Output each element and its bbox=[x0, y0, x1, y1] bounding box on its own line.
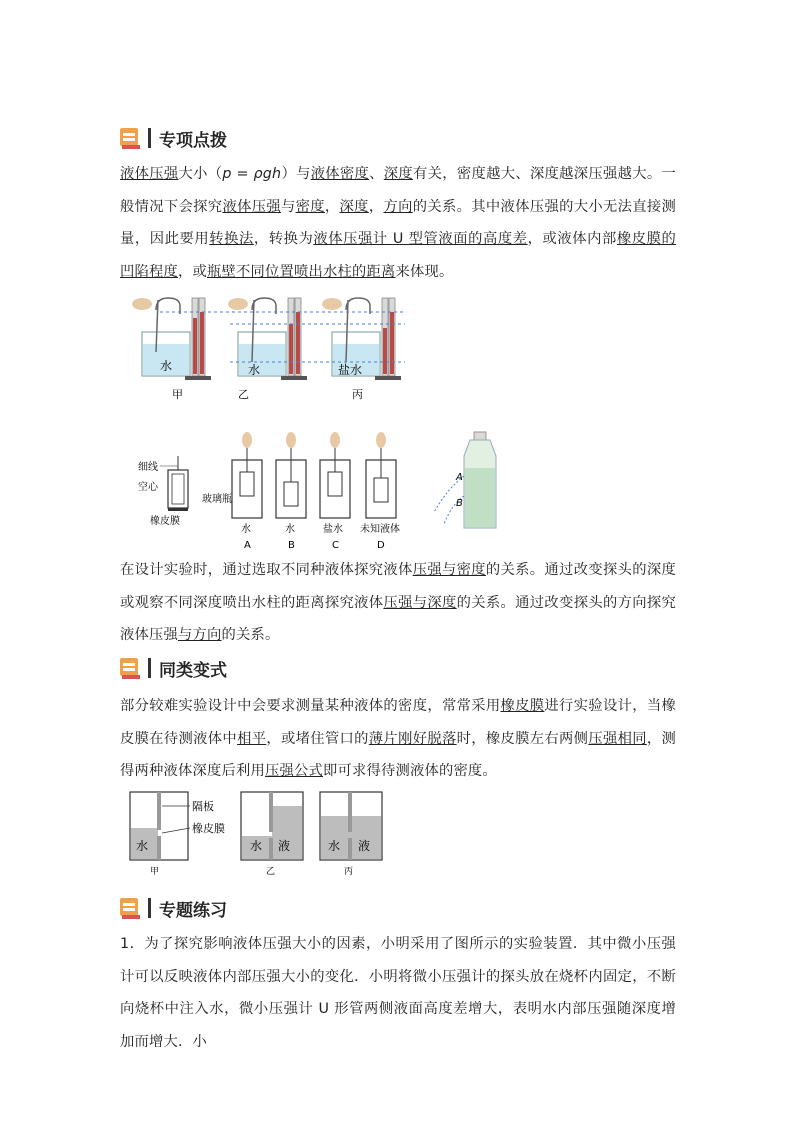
label-hollow: 空心 bbox=[138, 482, 158, 493]
container-bing bbox=[320, 792, 382, 877]
hole-b: B bbox=[456, 498, 463, 509]
liquid-label-jia: 水 bbox=[160, 359, 173, 373]
liquid-label-bing: 盐水 bbox=[338, 363, 363, 377]
label-liquid-bing: 液 bbox=[358, 839, 371, 853]
liquid-c: 盐水 bbox=[323, 524, 343, 535]
label-water-bing: 水 bbox=[328, 839, 341, 853]
paragraph-variants: 部分较难实验设计中会要求测量某种液体的密度，常常采用橡皮膜进行实验设计，当橡皮膜在待测液体中相平，或堵住管口的薄片刚好脱落时，橡皮膜左右两侧压强相同，测得两种液体深度后利用压强公式即可求得待测液体的密度。 bbox=[120, 698, 676, 779]
book-icon bbox=[120, 896, 142, 920]
hole-a: A bbox=[456, 472, 463, 483]
figure-membrane-bottles bbox=[130, 428, 515, 553]
paragraph-design: 在设计实验时，通过选取不同种液体探究液体压强与密度的关系。通过改变探头的深度或观察不同深度喷出水柱的距离探究液体压强与深度的关系。通过改变探头的方向探究液体压强与方向的关系。 bbox=[120, 562, 677, 643]
label-membrane: 橡皮膜 bbox=[192, 822, 225, 835]
caption-bing: 丙 bbox=[344, 867, 354, 877]
label-thread: 细线 bbox=[138, 462, 158, 473]
book-icon bbox=[120, 126, 142, 150]
caption-bing: 丙 bbox=[352, 388, 363, 401]
container-c bbox=[320, 432, 350, 518]
label-water-yi: 水 bbox=[250, 839, 263, 853]
divider-bar bbox=[148, 128, 151, 148]
container-b bbox=[276, 432, 306, 518]
letter-c: C bbox=[332, 540, 339, 551]
section-title: 专题练习 bbox=[159, 900, 227, 921]
section-header-variants bbox=[120, 654, 227, 682]
section-title: 同类变式 bbox=[159, 660, 227, 681]
section-title: 专项点拨 bbox=[159, 130, 227, 151]
divider-bar bbox=[148, 898, 151, 918]
caption-yi: 乙 bbox=[238, 388, 249, 401]
caption-yi: 乙 bbox=[266, 867, 276, 877]
paragraph-tips: 液体压强大小（p = ρgh）与液体密度、深度有关，密度越大、深度越深压强越大。一般情况下会探究液体压强与密度，深度，方向的关系。其中液体压强的大小无法直接测量，因此要用转换法，转换为液体压强计 U 型管液面的高度差，或液体内部橡皮膜的凹陷程度，或瓶壁不同位置喷出水柱的距离来体现。 bbox=[120, 166, 677, 280]
liquid-b: 水 bbox=[285, 524, 295, 535]
divider-bar bbox=[148, 658, 151, 678]
section-header-exercises bbox=[120, 894, 227, 922]
figure-pressure-gauge bbox=[120, 290, 420, 405]
section-header-tips bbox=[120, 124, 227, 152]
label-liquid-yi: 液 bbox=[278, 839, 291, 853]
letter-b: B bbox=[288, 540, 295, 551]
figure-partition-containers bbox=[126, 788, 398, 878]
container-a bbox=[232, 432, 262, 518]
spray-bottle bbox=[434, 432, 496, 528]
apparatus-yi bbox=[228, 298, 307, 380]
liquid-a: 水 bbox=[241, 524, 251, 535]
caption-jia: 甲 bbox=[172, 388, 183, 401]
label-water-jia: 水 bbox=[136, 839, 149, 853]
paragraph-exercise-1: 1．为了探究影响液体压强大小的因素，小明采用了图所示的实验装置．其中微小压强计可以反映液体内部压强大小的变化．小明将微小压强计的探头放在烧杯内固定，不断向烧杯中注入水，微小压强计 U 形管两侧液面高度差增大，表明水内部压强随深度增加而增大．小 bbox=[120, 936, 676, 1050]
container-d bbox=[366, 432, 396, 518]
book-icon bbox=[120, 656, 142, 680]
container-yi bbox=[241, 792, 303, 877]
label-bottle: 玻璃瓶 bbox=[202, 494, 232, 505]
letter-d: D bbox=[377, 540, 385, 551]
letter-a: A bbox=[244, 540, 251, 551]
liquid-d: 未知液体 bbox=[360, 524, 400, 535]
label-membrane: 橡皮膜 bbox=[150, 516, 180, 527]
label-partition: 隔板 bbox=[192, 800, 214, 813]
liquid-label-yi: 水 bbox=[248, 363, 261, 377]
caption-jia: 甲 bbox=[150, 867, 160, 877]
bottle-diagram bbox=[138, 456, 232, 527]
container-jia bbox=[130, 792, 225, 877]
